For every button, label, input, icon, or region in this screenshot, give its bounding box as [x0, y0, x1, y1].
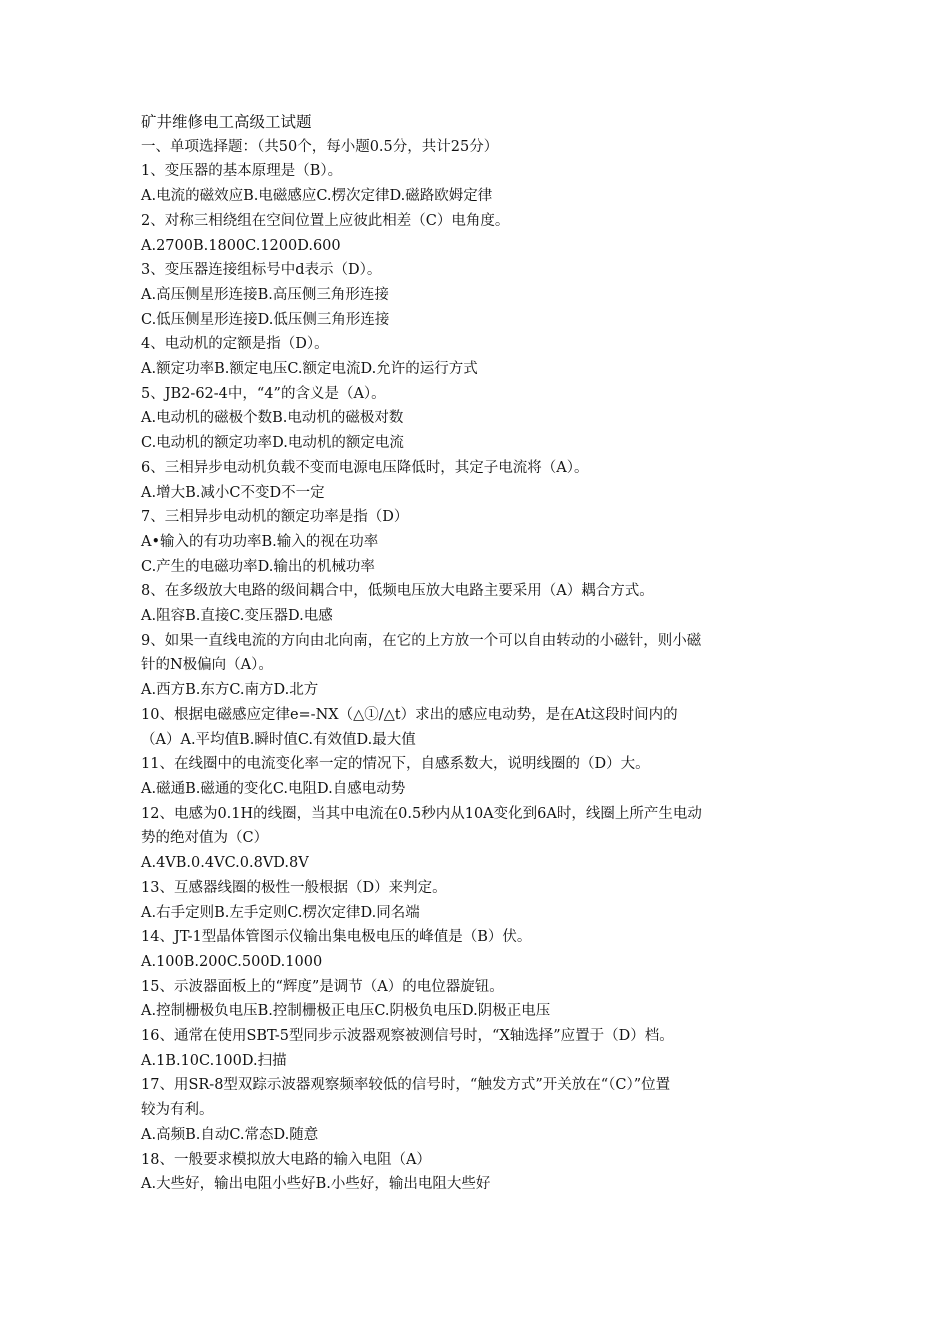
text-line: A•输入的有功功率B.输入的视在功率	[141, 533, 379, 550]
text-line: 6、三相异步电动机负载不变而电源电压降低时，其定子电流将（A）。	[141, 459, 589, 476]
text-line: A.控制栅极负电压B.控制栅极正电压C.阴极负电压D.阴极正电压	[141, 1003, 551, 1020]
text-line: 7、三相异步电动机的额定功率是指（D）	[141, 509, 409, 526]
document-page	[141, 110, 821, 1197]
text-line: A.2700B.1800C.1200D.600	[141, 237, 341, 254]
question-list	[141, 135, 821, 1197]
text-line: A.增大B.减小C不变D不一定	[141, 484, 325, 501]
text-line: A.1B.10C.100D.扫描	[141, 1052, 287, 1069]
text-line: （A）A.平均值B.瞬时值C.有效值D.最大值	[141, 731, 416, 748]
text-line: A.磁通B.磁通的变化C.电阻D.自感电动势	[141, 780, 406, 797]
text-line: 一、单项选择题：（共50个，每小题0.5分，共计25分）	[141, 138, 499, 155]
text-line: A.阻容B.直接C.变压器D.电感	[141, 608, 333, 625]
text-line: A.100B.200C.500D.1000	[141, 953, 323, 970]
text-line: C.低压侧星形连接D.低压侧三角形连接	[141, 311, 390, 328]
text-line: A.电动机的磁极个数B.电动机的磁极对数	[141, 410, 404, 427]
text-line: 17、用SR-8型双踪示波器观察频率较低的信号时，“触发方式”开关放在“（C）”位置	[141, 1077, 671, 1094]
text-line: A.大些好，输出电阻小些好B.小些好，输出电阻大些好	[141, 1176, 491, 1193]
text-line: A.高频B.自动C.常态D.随意	[141, 1126, 319, 1143]
text-line: C.电动机的额定功率D.电动机的额定电流	[141, 435, 404, 452]
text-line: A.额定功率B.额定电压C.额定电流D.允许的运行方式	[141, 361, 478, 378]
text-line: C.产生的电磁功率D.输出的机械功率	[141, 558, 375, 575]
text-line: 势的绝对值为（C）	[141, 830, 269, 847]
text-line: 1、变压器的基本原理是（B）。	[141, 163, 343, 180]
text-line: 5、JB2-62-4中，“4”的含义是（A）。	[141, 385, 386, 402]
document-title: 矿井维修电工高级工试题	[141, 113, 312, 131]
text-line: 11、在线圈中的电流变化率一定的情况下，自感系数大，说明线圈的（D）大。	[141, 756, 650, 773]
text-line: 4、电动机的定额是指（D）。	[141, 336, 329, 353]
text-line: 较为有利。	[141, 1102, 214, 1119]
text-line: 2、对称三相绕组在空间位置上应彼此相差（C）电角度。	[141, 212, 510, 229]
text-line: 18、一般要求模拟放大电路的输入电阻（A）	[141, 1151, 431, 1168]
text-line: A.西方B.东方C.南方D.北方	[141, 682, 319, 699]
text-line: 8、在多级放大电路的级间耦合中，低频电压放大电路主要采用（A）耦合方式。	[141, 583, 654, 600]
text-line: 9、如果一直线电流的方向由北向南，在它的上方放一个可以自由转动的小磁针，则小磁	[141, 632, 702, 649]
text-line: A.高压侧星形连接B.高压侧三角形连接	[141, 286, 389, 303]
text-line: A.4VB.0.4VC.0.8VD.8V	[141, 855, 309, 872]
text-line: 3、变压器连接组标号中d表示（D）。	[141, 262, 382, 279]
text-line: 14、JT-1型晶体管图示仪输出集电极电压的峰值是（B）伏。	[141, 929, 532, 946]
text-line: 10、根据电磁感应定律e=-NX（△①/△t）求出的感应电动势，是在At这段时间内的	[141, 706, 678, 723]
text-line: 12、电感为0.1H的线圈，当其中电流在0.5秒内从10A变化到6A时，线圈上所产生电动	[141, 805, 702, 822]
text-line: A.右手定则B.左手定则C.楞次定律D.同名端	[141, 904, 420, 921]
text-line: 针的N极偏向（A）。	[141, 657, 273, 674]
text-line: 15、示波器面板上的“辉度”是调节（A）的电位器旋钮。	[141, 978, 504, 995]
text-line: A.电流的磁效应B.电磁感应C.楞次定律D.磁路欧姆定律	[141, 188, 493, 205]
text-line: 13、互感器线圈的极性一般根据（D）来判定。	[141, 879, 447, 896]
text-line: 16、通常在使用SBT-5型同步示波器观察被测信号时，“X轴选择”应置于（D）档。	[141, 1028, 674, 1045]
